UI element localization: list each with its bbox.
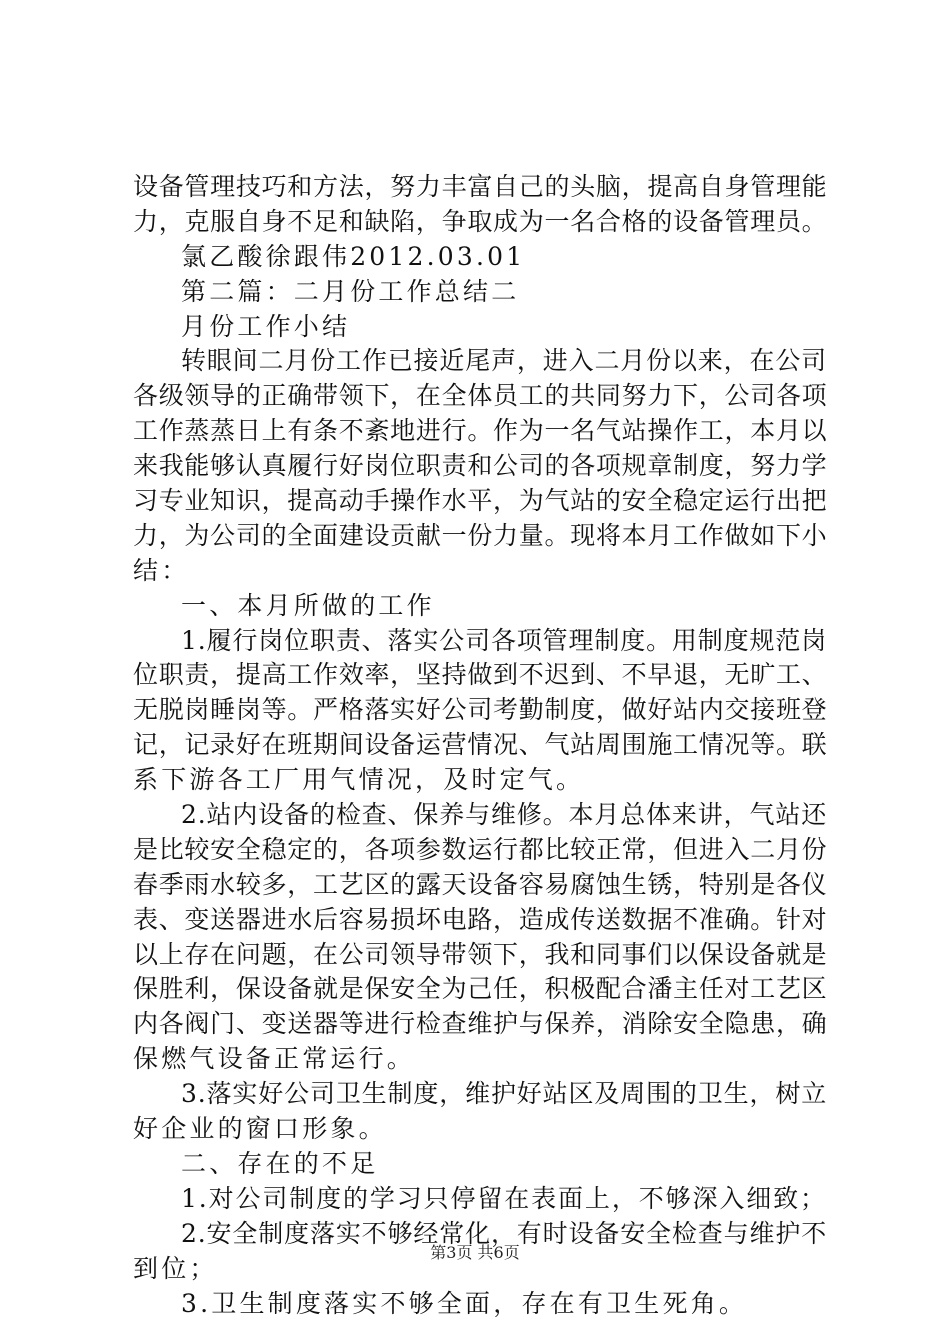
text-line: 月份工作小结 [181,311,351,341]
text-line: 无脱岗睡岗等。严格落实好公司考勤制度，做好站内交接班登 [133,695,828,725]
text-line: 1.履行岗位职责、落实公司各项管理制度。用制度规范岗 [181,625,828,655]
text-line: 来我能够认真履行好岗位职责和公司的各项规章制度，努力学 [133,451,828,481]
text-line: 春季雨水较多，工艺区的露天设备容易腐蚀生锈，特别是各仪 [133,869,828,899]
text-line: 以上存在问题，在公司领导带领下，我和同事们以保设备就是 [133,939,828,969]
text-line: 一、本月所做的工作 [181,590,435,620]
document-body [133,170,827,1321]
text-line: 系下游各工厂用气情况，及时定气。 [133,765,585,795]
text-line: 力，为公司的全面建设贡献一份力量。现将本月工作做如下小 [133,520,828,550]
text-line: 转眼间二月份工作已接近尾声，进入二月份以来，在公司 [181,346,828,376]
text-line: 氯乙酸徐跟伟2012.03.01 [181,241,526,271]
text-line: 保胜利，保设备就是保安全为己任，积极配合潘主任对工艺区 [133,974,828,1004]
text-line: 1.对公司制度的学习只停留在表面上，不够深入细致； [181,1183,827,1213]
text-line: 工作蒸蒸日上有条不紊地进行。作为一名气站操作工，本月以 [133,416,828,446]
page-footer: 第3页 共6页 [430,1243,520,1262]
text-line: 好企业的窗口形象。 [133,1114,387,1144]
text-line: 是比较安全稳定的，各项参数运行都比较正常，但进入二月份 [133,834,828,864]
text-line: 2.安全制度落实不够经常化，有时设备安全检查与维护不 [181,1218,828,1248]
text-line: 表、变送器进水后容易损坏电路，造成传送数据不准确。针对 [133,904,828,934]
text-line: 3.落实好公司卫生制度，维护好站区及周围的卫生，树立 [181,1079,828,1109]
text-line: 保燃气设备正常运行。 [133,1044,416,1074]
text-line: 二、存在的不足 [181,1148,379,1178]
text-line: 结： [133,555,190,585]
text-line: 设备管理技巧和方法，努力丰富自己的头脑，提高自身管理能 [133,172,828,201]
text-line: 3.卫生制度落实不够全面，存在有卫生死角。 [181,1288,748,1318]
text-line: 第二篇：二月份工作总结二 [181,276,520,306]
text-line: 2.站内设备的检查、保养与维修。本月总体来讲，气站还 [181,800,828,830]
text-line: 习专业知识，提高动手操作水平，为气站的安全稳定运行出把 [133,486,828,516]
text-line: 内各阀门、变送器等进行检查维护与保养，消除安全隐患，确 [133,1009,828,1039]
text-line: 各级领导的正确带领下，在全体员工的共同努力下，公司各项 [133,381,828,411]
text-line: 记，记录好在班期间设备运营情况、气站周围施工情况等。联 [133,730,828,760]
text-line: 位职责，提高工作效率，坚持做到不迟到、不早退，无旷工、 [133,660,828,690]
text-line: 力，克服自身不足和缺陷，争取成为一名合格的设备管理员。 [133,206,828,236]
text-line: 到位； [133,1253,218,1283]
